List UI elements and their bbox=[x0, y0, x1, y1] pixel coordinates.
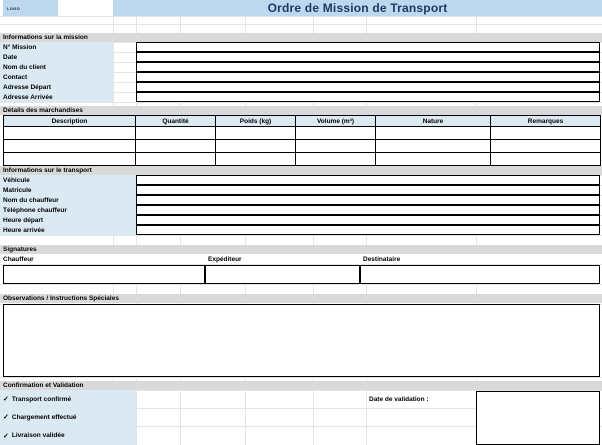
field-input-mission-0[interactable] bbox=[136, 42, 600, 52]
table-row bbox=[4, 140, 601, 153]
section-header-validation bbox=[0, 381, 602, 390]
field-label-transport-3 bbox=[0, 205, 136, 215]
cell-quantite[interactable] bbox=[136, 140, 216, 153]
section-header-observations bbox=[0, 294, 602, 303]
field-label-transport-0 bbox=[0, 175, 136, 185]
field-input-mission-4[interactable] bbox=[136, 82, 600, 92]
observations-textarea[interactable] bbox=[3, 304, 600, 377]
field-label-text: Heure arrivée bbox=[3, 226, 45, 234]
field-label-mission-5 bbox=[0, 92, 113, 102]
section-header-merchandise-label: Détails des marchandises bbox=[3, 107, 83, 114]
field-label-text: Véhicule bbox=[3, 176, 30, 184]
checkbox-label: Livraison validée bbox=[11, 432, 65, 439]
cell-remarques[interactable] bbox=[491, 127, 601, 140]
checkbox-transport-confirme[interactable] bbox=[0, 390, 136, 408]
cell-nature[interactable] bbox=[376, 153, 491, 166]
field-input-transport-2[interactable] bbox=[136, 195, 600, 205]
checkbox-chargement-effectue[interactable] bbox=[0, 408, 136, 426]
signature-header-text: Chauffeur bbox=[3, 255, 34, 263]
cell-description[interactable] bbox=[4, 140, 136, 153]
field-label-text: Heure départ bbox=[3, 216, 44, 224]
field-label-mission-3 bbox=[0, 72, 113, 82]
section-header-validation-label: Confirmation et Validation bbox=[3, 382, 84, 389]
field-input-transport-1[interactable] bbox=[136, 185, 600, 195]
section-header-mission-label: Informations sur la mission bbox=[3, 34, 88, 41]
field-label-text: Contact bbox=[3, 73, 28, 81]
signature-box-destinataire[interactable] bbox=[360, 265, 600, 284]
signature-header-destinataire bbox=[360, 254, 602, 264]
section-header-signatures-label: Signatures bbox=[3, 246, 37, 253]
field-label-text: Date bbox=[3, 53, 18, 61]
field-label-text: Nom du chauffeur bbox=[3, 196, 59, 204]
field-label-transport-2 bbox=[0, 195, 136, 205]
check-icon: ✓ bbox=[3, 396, 9, 403]
cell-volume[interactable] bbox=[296, 140, 376, 153]
cell-volume[interactable] bbox=[296, 127, 376, 140]
check-icon: ✓ bbox=[3, 414, 9, 421]
field-label-text: Adresse Départ bbox=[3, 83, 52, 91]
cell-quantite[interactable] bbox=[136, 127, 216, 140]
page-title: Ordre de Mission de Transport bbox=[267, 1, 448, 15]
checkbox-livraison-validee[interactable] bbox=[0, 426, 136, 445]
signature-header-expediteur bbox=[205, 254, 360, 264]
field-input-mission-1[interactable] bbox=[136, 52, 600, 62]
signature-header-text: Destinataire bbox=[363, 255, 401, 263]
field-label-mission-2 bbox=[0, 62, 113, 72]
signature-box-chauffeur[interactable] bbox=[3, 265, 205, 284]
cell-remarques[interactable] bbox=[491, 153, 601, 166]
field-label-text: Téléphone chauffeur bbox=[3, 206, 67, 214]
field-label-mission-4 bbox=[0, 82, 113, 92]
grid-row-line bbox=[0, 284, 602, 285]
cell-nature[interactable] bbox=[376, 127, 491, 140]
logo-placeholder-text: LOGO bbox=[7, 5, 20, 11]
field-label-transport-4 bbox=[0, 215, 136, 225]
field-input-transport-3[interactable] bbox=[136, 205, 600, 215]
column-header-volume: Volume (m³) bbox=[296, 116, 376, 127]
section-header-transport-label: Informations sur le transport bbox=[3, 167, 92, 174]
signature-header-text: Expéditeur bbox=[208, 255, 242, 263]
grid-row-line bbox=[0, 235, 602, 236]
cell-volume[interactable] bbox=[296, 153, 376, 166]
section-header-observations-label: Observations / Instructions Spéciales bbox=[3, 295, 119, 302]
table-row bbox=[4, 153, 601, 166]
field-input-transport-0[interactable] bbox=[136, 175, 600, 185]
section-header-signatures bbox=[0, 245, 602, 254]
field-input-mission-3[interactable] bbox=[136, 72, 600, 82]
cell-nature[interactable] bbox=[376, 140, 491, 153]
field-label-transport-1 bbox=[0, 185, 136, 195]
grid-row-line bbox=[0, 102, 602, 103]
merchandise-table bbox=[3, 115, 601, 166]
validation-date-label bbox=[366, 390, 476, 408]
validation-date-input[interactable] bbox=[476, 391, 600, 445]
field-input-mission-2[interactable] bbox=[136, 62, 600, 72]
cell-poids[interactable] bbox=[216, 127, 296, 140]
field-label-text: Nom du client bbox=[3, 63, 46, 71]
cell-poids[interactable] bbox=[216, 140, 296, 153]
check-icon: ✓ bbox=[3, 432, 9, 440]
field-input-mission-5[interactable] bbox=[136, 92, 600, 102]
column-header-description: Description bbox=[4, 116, 136, 127]
document-title-band bbox=[113, 0, 602, 16]
field-input-transport-5[interactable] bbox=[136, 225, 600, 235]
cell-description[interactable] bbox=[4, 127, 136, 140]
field-label-text: N° Mission bbox=[3, 43, 37, 51]
grid-row-line bbox=[0, 377, 602, 378]
field-label-text: Adresse Arrivée bbox=[3, 93, 53, 101]
grid-row-line bbox=[0, 16, 602, 17]
cell-description[interactable] bbox=[4, 153, 136, 166]
cell-poids[interactable] bbox=[216, 153, 296, 166]
merchandise-table-header-row bbox=[4, 116, 601, 127]
section-header-transport bbox=[0, 166, 602, 175]
field-label-text: Matricule bbox=[3, 186, 32, 194]
field-label-transport-5 bbox=[0, 225, 136, 235]
signature-box-expediteur[interactable] bbox=[205, 265, 360, 284]
column-header-quantite: Quantité bbox=[136, 116, 216, 127]
column-header-poids: Poids (kg) bbox=[216, 116, 296, 127]
field-label-mission-0 bbox=[0, 42, 113, 52]
section-header-mission bbox=[0, 33, 602, 42]
grid-row-line bbox=[0, 24, 602, 25]
signature-header-chauffeur bbox=[0, 254, 205, 264]
logo-cell bbox=[3, 0, 58, 16]
validation-date-label-text: Date de validation : bbox=[369, 395, 429, 403]
column-header-nature: Nature bbox=[376, 116, 491, 127]
cell-remarques[interactable] bbox=[491, 140, 601, 153]
column-header-remarques: Remarques bbox=[491, 116, 601, 127]
table-row bbox=[4, 127, 601, 140]
section-header-merchandise bbox=[0, 106, 602, 115]
cell-quantite[interactable] bbox=[136, 153, 216, 166]
checkbox-label: Chargement effectué bbox=[11, 413, 77, 421]
checkbox-label: Transport confirmé bbox=[11, 395, 72, 403]
field-label-mission-1 bbox=[0, 52, 113, 62]
field-input-transport-4[interactable] bbox=[136, 215, 600, 225]
